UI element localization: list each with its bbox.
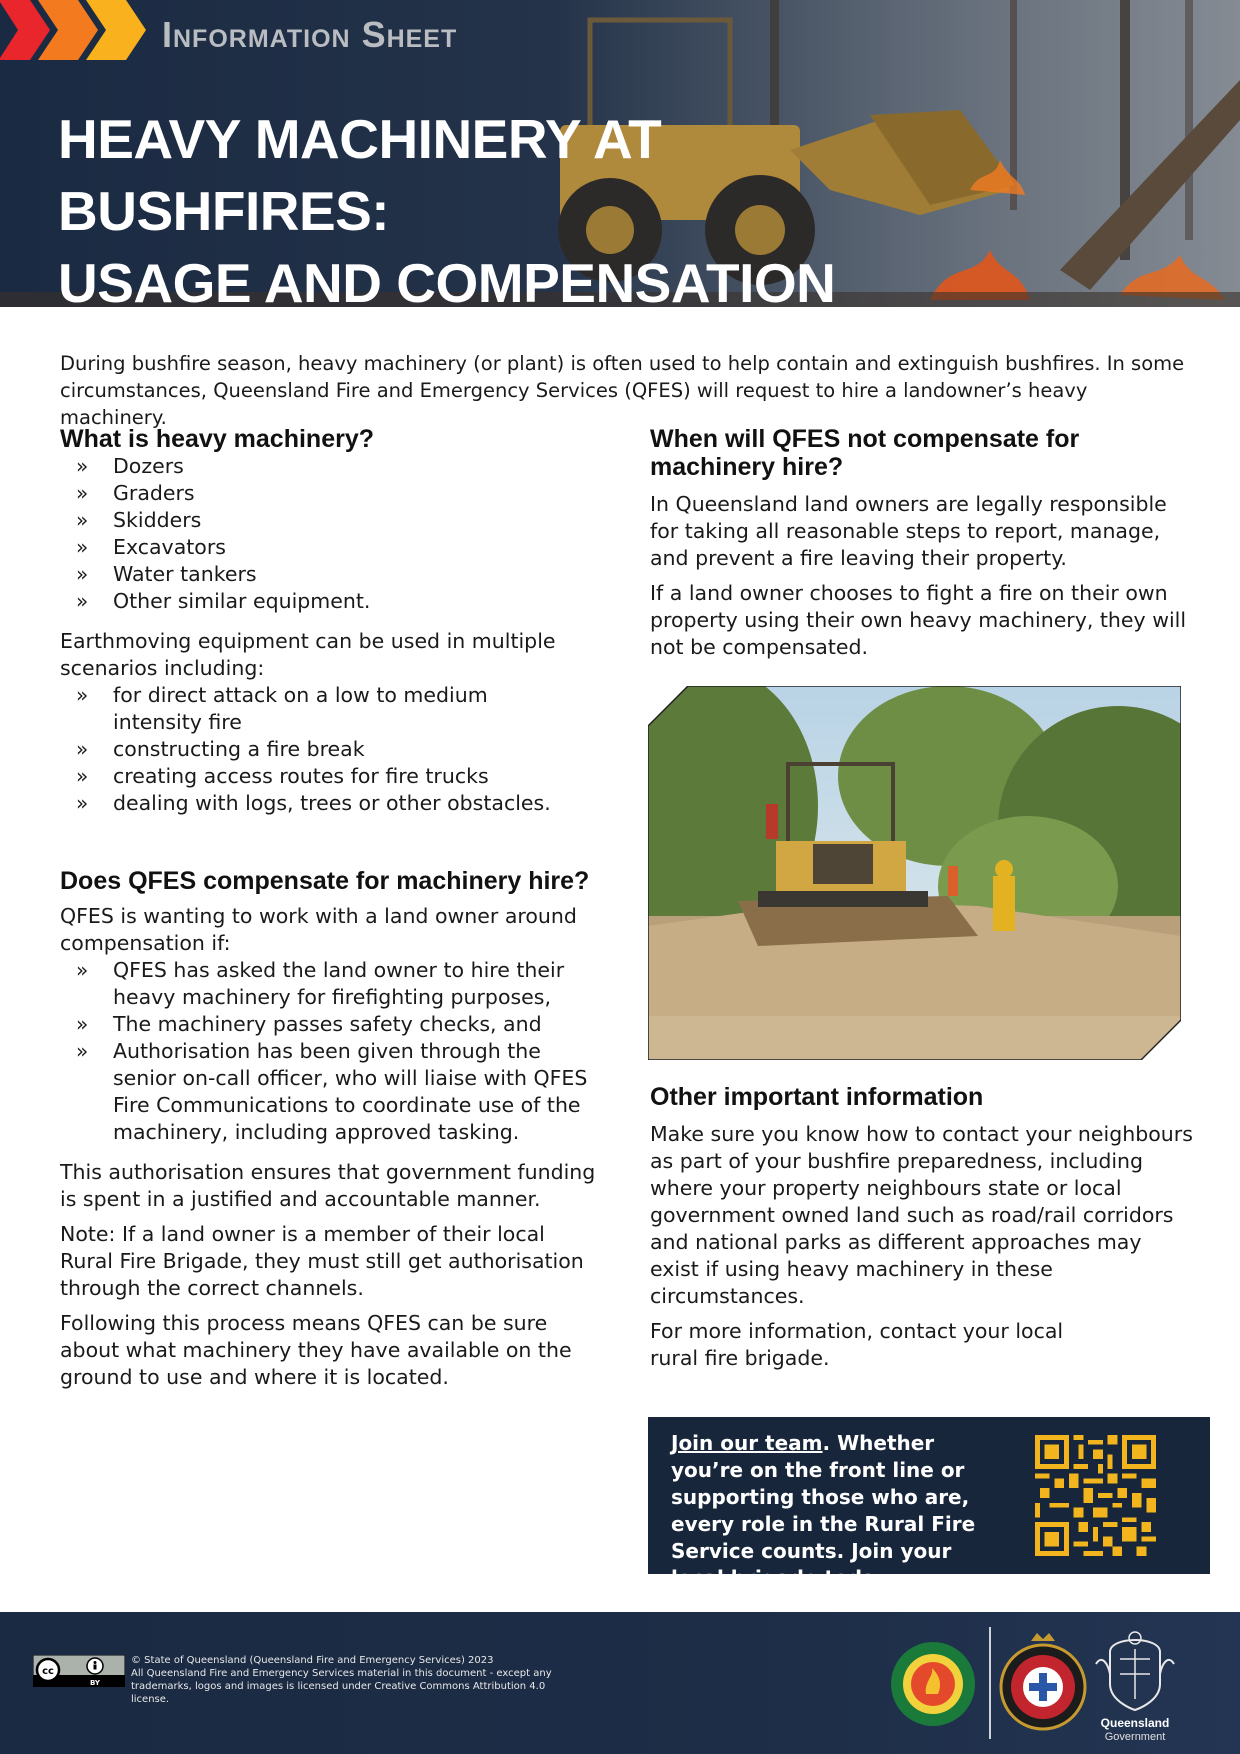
join-team-link[interactable]: Join our team [671, 1431, 823, 1455]
sheet-label: Information Sheet [162, 14, 458, 55]
other-paragraph-1: Make sure you know how to contact your neighbours as part of your bushfire preparedness, including where your property neighbours state or local government owned land such as road/rail corridors and national parks as different approaches may exist if using heavy machinery in these circumstances. [650, 1122, 1193, 1308]
title-line-2: USAGE AND COMPENSATION [58, 252, 836, 307]
queensland-government-logo [1096, 1632, 1174, 1743]
copyright-line-2: All Queensland Fire and Emergency Services material in this document - except any trademarks, logos and images is licensed under Creative Commons Attribution 4.0 license. [131, 1668, 552, 1705]
list-item: » Other similar equipment. [76, 589, 371, 613]
chevron-bullet-icon: » [76, 791, 89, 815]
page-title [58, 103, 958, 307]
list-item: » constructing a fire break [76, 737, 365, 761]
copyright-notice [131, 1654, 571, 1706]
scenarios-list [60, 682, 600, 817]
compensate-conditions-list [60, 957, 600, 1146]
compensate-paragraph-3: Following this process means QFES can be sure about what machinery they have available on the ground to use and where it is located. [60, 1311, 572, 1389]
footer-logos [888, 1624, 1188, 1744]
chevron-bullet-icon: » [76, 454, 89, 478]
chevron-bullet-icon: » [76, 589, 89, 613]
chevron-bullet-icon: » [76, 958, 89, 982]
qld-gov-line-1: Queensland [1100, 1716, 1170, 1730]
list-item: » Skidders [76, 508, 202, 532]
chevron-bullet-icon: » [76, 737, 89, 761]
other-paragraph-2: For more information, contact your local rural fire brigade. [650, 1319, 1064, 1370]
scenarios-intro: Earthmoving equipment can be used in multiple scenarios including: [60, 629, 556, 680]
heading-compensate: Does QFES compensate for machinery hire? [60, 867, 590, 895]
title-line-1: HEAVY MACHINERY AT BUSHFIRES: [58, 108, 662, 242]
machinery-list [60, 453, 600, 615]
chevron-bullet-icon: » [76, 1039, 89, 1063]
heading-what-is: What is heavy machinery? [60, 425, 375, 453]
list-item: » Dozers [76, 454, 184, 478]
list-item: » creating access routes for fire trucks [76, 764, 489, 788]
compensate-paragraph-2: Note: If a land owner is a member of their local Rural Fire Brigade, they must still get authorisation through the correct channels. [60, 1222, 584, 1300]
join-team-box [648, 1417, 1210, 1590]
cc-by-label: BY [89, 1679, 101, 1687]
list-item: » Excavators [76, 535, 226, 559]
heading-other-info: Other important information [650, 1083, 984, 1111]
chevron-bullet-icon: » [76, 764, 89, 788]
not-compensate-paragraph-2: If a land owner chooses to fight a fire on their own property using their own heavy machinery, they will not be compensated. [650, 581, 1187, 659]
bulldozer-firebreak-photo [648, 686, 1181, 1060]
list-item: » QFES has asked the land owner to hire their heavy machinery for firefighting purposes, [76, 958, 565, 1009]
list-item: » for direct attack on a low to medium intensity fire [76, 683, 488, 734]
copyright-line-1: © State of Queensland (Queensland Fire and Emergency Services) 2023 [131, 1655, 494, 1666]
join-team-text: Join our team. Whether you’re on the front line or supporting those who are, every role in the Rural Fire Service counts. Join your local brigade today. [671, 1431, 976, 1590]
other-info-section [650, 1083, 1195, 1372]
brand-chevrons [0, 0, 160, 60]
qld-gov-line-2: Government [1104, 1731, 1166, 1743]
list-item: » Authorisation has been given through the senior on-call officer, who will liaise with QFES Fire Communications to coordinate use of the machinery, including approved tasking. [76, 1039, 588, 1144]
intro-paragraph: During bushfire season, heavy machinery (or plant) is often used to help contain and extinguish bushfires. In some circumstances, Queensland Fire and Emergency Services (QFES) will request to hire a landowner’s heavy machinery. [60, 352, 1185, 429]
qr-code[interactable] [1035, 1435, 1156, 1556]
right-column [650, 425, 1190, 661]
list-item: » The machinery passes safety checks, and [76, 1012, 542, 1036]
chevron-bullet-icon: » [76, 508, 89, 532]
chevron-bullet-icon: » [76, 481, 89, 505]
not-compensate-paragraph-1: In Queensland land owners are legally responsible for taking all reasonable steps to report, manage, and prevent a fire leaving their property. [650, 492, 1167, 570]
compensate-intro: QFES is wanting to work with a land owner around compensation if: [60, 904, 577, 955]
list-item: » Graders [76, 481, 195, 505]
chevron-bullet-icon: » [76, 535, 89, 559]
heading-not-compensate: When will QFES not compensate for machinery hire? [650, 425, 1080, 481]
svg-text:cc: cc [42, 1666, 54, 1677]
chevron-bullet-icon: » [76, 1012, 89, 1036]
hero-banner [0, 0, 1240, 307]
creative-commons-badge [33, 1655, 125, 1687]
chevron-bullet-icon: » [76, 562, 89, 586]
chevron-bullet-icon: » [76, 683, 89, 707]
left-column [60, 425, 600, 1391]
rural-fire-service-logo [891, 1642, 975, 1726]
list-item: » dealing with logs, trees or other obstacles. [76, 791, 551, 815]
compensate-paragraph-1: This authorisation ensures that government funding is spent in a justified and accountable manner. [60, 1160, 596, 1211]
list-item: » Water tankers [76, 562, 257, 586]
qfes-emergency-logo [1001, 1633, 1085, 1729]
